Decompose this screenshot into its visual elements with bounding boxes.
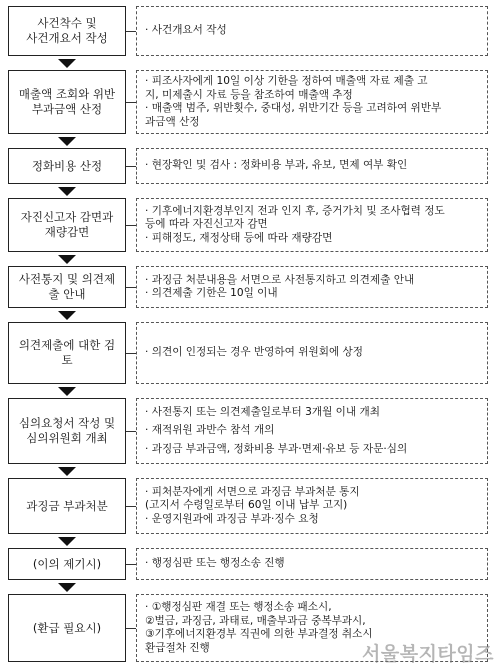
detail-box-objection — [136, 548, 488, 580]
step-label: 심의요청서 작성 및 심의위원회 개최 — [18, 416, 116, 445]
detail-box-prior-notice — [136, 266, 488, 308]
detail-line: · ①행정심판 재결 또는 행정소송 패소시, — [145, 601, 332, 613]
down-arrow-icon — [58, 467, 76, 476]
connector-line — [126, 353, 136, 354]
connector-line — [126, 166, 136, 167]
detail-line: · 의견이 인정되는 경우 반영하여 위원회에 상정 — [145, 346, 364, 359]
detail-line: ③기후에너지환경부 직권에 의한 부과결정 취소시 — [145, 628, 373, 640]
down-arrow-icon — [58, 387, 76, 396]
step-box-committee-review — [8, 398, 126, 464]
step-label: 자진신고자 감면과 재량감면 — [20, 210, 114, 239]
connector-line — [126, 506, 136, 507]
down-arrow-icon — [58, 255, 76, 264]
detail-line: ②벌금, 과징금, 과태료, 매출부과금 중복부과시, — [145, 614, 366, 627]
detail-line: · 매출액 범주, 위반횟수, 중대성, 위반기간 등을 고려하여 위반부 — [145, 102, 442, 114]
detail-line: · 행정심판 또는 행정소송 진행 — [145, 557, 285, 570]
detail-box-case-initiation — [136, 6, 488, 56]
detail-line: · 과징금 부과금액, 정화비용 부과·면제·유보 등 자문·심의 — [145, 442, 408, 455]
detail-line: · 의견제출 기한은 10일 이내 — [145, 287, 278, 299]
step-box-self-report-reduction — [8, 198, 126, 252]
step-label: 의견제출에 대한 검 토 — [18, 338, 116, 367]
detail-line: · 과징금 처분내용을 서면으로 사전통지하고 의견제출 안내 — [145, 273, 415, 286]
detail-box-penalty-imposition — [136, 478, 488, 534]
down-arrow-icon — [58, 311, 76, 320]
connector-line — [126, 431, 136, 432]
detail-box-cleanup-cost — [136, 148, 488, 184]
step-label: (이의 제기시) — [32, 556, 102, 571]
detail-line: · 사건개요서 작성 — [145, 24, 227, 37]
detail-line: · 현장확인 및 검사 : 정화비용 부과, 유보, 면제 여부 확인 — [145, 159, 408, 172]
step-box-refund — [8, 594, 126, 662]
step-box-prior-notice — [8, 266, 126, 308]
detail-box-revenue-calculation — [136, 70, 488, 134]
detail-line: · 사전통지 또는 의견제출일로부터 3개월 이내 개최 — [145, 405, 380, 418]
detail-line: · 피처분자에게 서면으로 과징금 부과처분 통지 — [145, 485, 360, 498]
detail-line: · 운영지원과에 과징금 부과·징수 요청 — [145, 512, 319, 525]
connector-line — [126, 564, 136, 565]
step-label: 매출액 조회와 위반 부과금액 산정 — [18, 87, 116, 116]
step-box-opinion-review — [8, 322, 126, 384]
connector-line — [126, 628, 136, 629]
detail-line: 환급절차 진행 — [145, 641, 210, 654]
detail-line: · 피해정도, 재정상태 등에 따라 재량감면 — [145, 231, 333, 244]
step-box-objection — [8, 548, 126, 580]
detail-box-opinion-review — [136, 322, 488, 384]
step-label: 사건착수 및 사건개요서 작성 — [26, 16, 108, 45]
step-box-penalty-imposition — [8, 478, 126, 534]
detail-line: 지, 미제출시 자료 등을 참조하여 매출액 추정 — [145, 88, 353, 101]
detail-line: 과금액 산정 — [145, 115, 200, 128]
step-box-cleanup-cost — [8, 148, 126, 184]
step-label: (환급 필요시) — [32, 620, 102, 635]
connector-line — [126, 225, 136, 226]
connector-line — [126, 102, 136, 103]
down-arrow-icon — [58, 59, 76, 68]
connector-line — [126, 31, 136, 32]
down-arrow-icon — [58, 537, 76, 546]
step-box-revenue-calculation — [8, 70, 126, 134]
detail-box-self-report-reduction — [136, 198, 488, 252]
detail-line: · 재적위원 과반수 참석 개의 — [145, 424, 275, 437]
step-label: 정화비용 산정 — [31, 158, 103, 173]
connector-line — [126, 287, 136, 288]
detail-line: · 기후에너지환경부인지 전과 인지 후, 증거가치 및 조사협력 정도 — [145, 204, 445, 217]
step-box-case-initiation — [8, 6, 126, 56]
down-arrow-icon — [58, 583, 76, 592]
step-label: 과징금 부과처분 — [26, 498, 108, 513]
step-label: 사전통지 및 의견제 출 안내 — [18, 272, 116, 301]
detail-line: · 피조사자에게 10일 이상 기한을 정하여 매출액 자료 제출 고 — [145, 75, 428, 87]
down-arrow-icon — [58, 187, 76, 196]
detail-box-committee-review — [136, 398, 488, 464]
down-arrow-icon — [58, 137, 76, 146]
detail-line: 등에 따라 자진신고자 감면 — [145, 218, 268, 231]
detail-line: (고지서 수령일로부터 60일 이내 납부 고지) — [145, 499, 348, 512]
watermark-logo: 서울복지타임즈 — [362, 643, 494, 665]
